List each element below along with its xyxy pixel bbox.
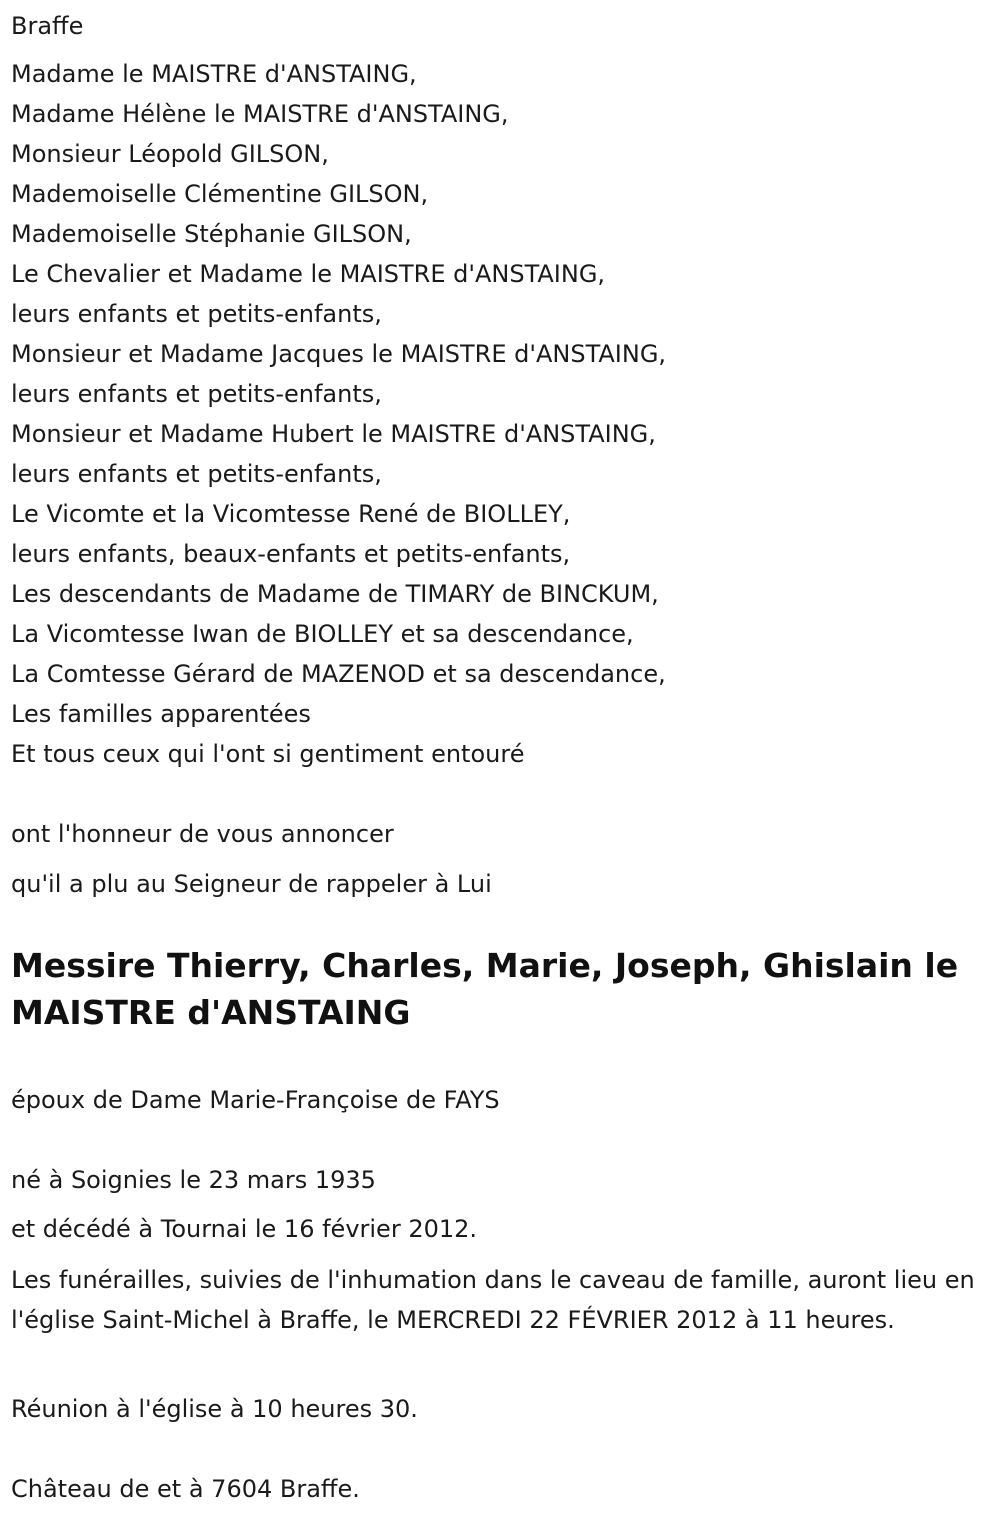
family-line: Monsieur Léopold GILSON, <box>11 140 329 168</box>
address: Château de et à 7604 Braffe. <box>11 1475 360 1503</box>
family-line: Monsieur et Madame Hubert le MAISTRE d'ANSTAING, <box>11 420 656 448</box>
family-line: Le Vicomte et la Vicomtesse René de BIOLLEY, <box>11 500 571 528</box>
family-line: Mademoiselle Stéphanie GILSON, <box>11 220 412 248</box>
family-line: La Vicomtesse Iwan de BIOLLEY et sa descendance, <box>11 620 634 648</box>
family-line: La Comtesse Gérard de MAZENOD et sa descendance, <box>11 660 666 688</box>
death-line: et décédé à Tournai le 16 février 2012. <box>11 1215 478 1243</box>
deceased-name: Messire Thierry, Charles, Marie, Joseph, Ghislain le MAISTRE d'ANSTAING <box>11 946 959 1032</box>
family-line: Et tous ceux qui l'ont si gentiment entouré <box>11 740 525 768</box>
announcement-line-1: ont l'honneur de vous annoncer <box>11 820 394 848</box>
family-line: Le Chevalier et Madame le MAISTRE d'ANSTAING, <box>11 260 606 288</box>
birth-line: né à Soignies le 23 mars 1935 <box>11 1166 376 1194</box>
announcement-line-2: qu'il a plu au Seigneur de rappeler à Lui <box>11 870 492 898</box>
family-line: Les descendants de Madame de TIMARY de BINCKUM, <box>11 580 659 608</box>
family-line: Mademoiselle Clémentine GILSON, <box>11 180 429 208</box>
family-line: Les familles apparentées <box>11 700 311 728</box>
meeting-time: Réunion à l'église à 10 heures 30. <box>11 1395 418 1423</box>
funeral-details: Les funérailles, suivies de l'inhumation dans le caveau de famille, auront lieu en l'église Saint-Michel à Braffe, le MERCREDI 22 FÉVRIER 2012 à 11 heures. <box>11 1266 975 1334</box>
family-line: Madame le MAISTRE d'ANSTAING, <box>11 60 417 88</box>
family-list <box>11 54 666 774</box>
family-line: leurs enfants et petits-enfants, <box>11 300 382 328</box>
family-line: Monsieur et Madame Jacques le MAISTRE d'ANSTAING, <box>11 340 667 368</box>
family-line: leurs enfants et petits-enfants, <box>11 380 382 408</box>
place-name: Braffe <box>11 12 84 40</box>
family-line: Madame Hélène le MAISTRE d'ANSTAING, <box>11 100 509 128</box>
family-line: leurs enfants, beaux-enfants et petits-enfants, <box>11 540 571 568</box>
spouse-line: époux de Dame Marie-Françoise de FAYS <box>11 1086 500 1114</box>
family-line: leurs enfants et petits-enfants, <box>11 460 382 488</box>
